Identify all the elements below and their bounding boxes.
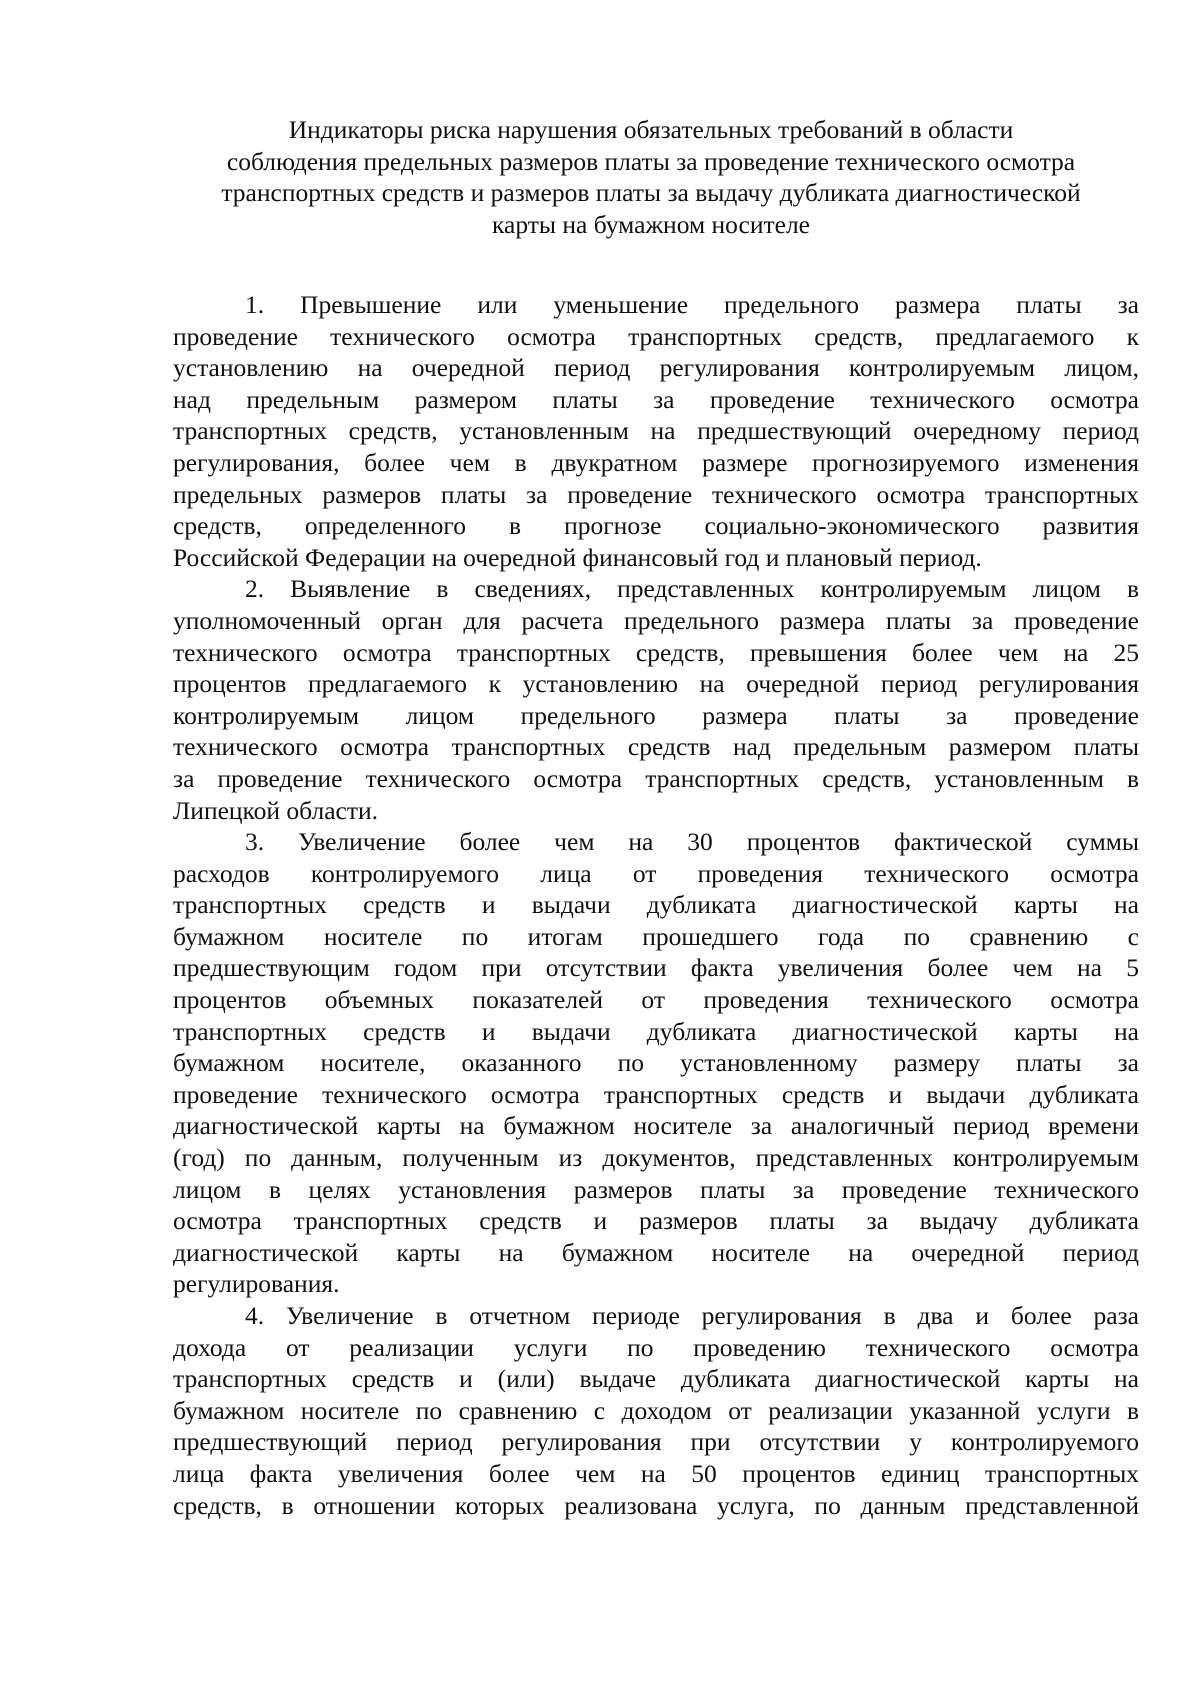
paragraph-line: диагностической карты на бумажном носителе на очередной период [173, 1237, 1139, 1267]
paragraph-line: транспортных средств и (или) выдаче дубликата диагностической карты на [173, 1364, 1139, 1394]
paragraph-line: лица факта увеличения более чем на 50 процентов единиц транспортных [173, 1458, 1139, 1488]
paragraph-3 [173, 826, 1139, 1300]
paragraph-line: предшествующим годом при отсутствии факта увеличения более чем на 5 [173, 953, 1139, 983]
paragraph-4 [173, 1300, 1139, 1521]
paragraph-line: транспортных средств, установленным на предшествующий очередному период [173, 416, 1139, 446]
paragraph-line: осмотра транспортных средств и размеров платы за выдачу дубликата [173, 1206, 1139, 1236]
title-line: транспортных средств и размеров платы за выдачу дубликата диагностической [221, 178, 1081, 207]
paragraph-line: установлению на очередной период регулирования контролируемым лицом, [173, 353, 1139, 383]
paragraph-line: процентов объемных показателей от проведения технического осмотра [173, 985, 1139, 1015]
paragraph-line: технического осмотра транспортных средств над предельным размером платы [173, 732, 1139, 762]
paragraph-line: бумажном носителе по итогам прошедшего года по сравнению с [173, 921, 1139, 951]
paragraph-line: средств, определенного в прогнозе социально-экономического развития [173, 511, 1139, 541]
document-body [173, 289, 1139, 1521]
paragraph-1 [173, 289, 1139, 573]
title-line: соблюдения предельных размеров платы за проведение технического осмотра [226, 146, 1076, 176]
paragraph-line: транспортных средств и выдачи дубликата диагностической карты на [173, 890, 1139, 920]
paragraph-line: лицом в целях установления размеров платы за проведение технического [173, 1174, 1139, 1204]
paragraph-line: за проведение технического осмотра транспортных средств, установленным в [173, 763, 1139, 793]
paragraph-line: предшествующий период регулирования при отсутствии у контролируемого [173, 1427, 1139, 1457]
paragraph-line: Российской Федерации на очередной финансовый год и плановый период. [173, 542, 982, 572]
paragraph-2 [173, 573, 1139, 826]
paragraph-line: 4. Увеличение в отчетном периоде регулирования в два и более раза [245, 1301, 1139, 1330]
paragraph-line: транспортных средств и выдачи дубликата диагностической карты на [173, 1016, 1139, 1046]
paragraph-line: бумажном носителе, оказанного по установленному размеру платы за [173, 1048, 1139, 1078]
paragraph-line: диагностической карты на бумажном носителе за аналогичный период времени [173, 1111, 1139, 1141]
paragraph-line: проведение технического осмотра транспортных средств и выдачи дубликата [173, 1079, 1139, 1109]
paragraph-line: уполномоченный орган для расчета предельного размера платы за проведение [173, 605, 1139, 635]
title-line: Индикаторы риска нарушения обязательных требований в области [288, 115, 1014, 144]
paragraph-line: расходов контролируемого лица от проведения технического осмотра [173, 858, 1139, 888]
paragraph-line: 1. Превышение или уменьшение предельного размера платы за [245, 290, 1139, 319]
paragraph-line: бумажном носителе по сравнению с доходом от реализации указанной услуги в [173, 1395, 1139, 1425]
paragraph-line: контролируемым лицом предельного размера платы за проведение [173, 700, 1139, 730]
paragraph-line: Липецкой области. [173, 795, 379, 825]
paragraph-line: (год) по данным, полученным из документов, представленных контролируемым [173, 1143, 1139, 1173]
paragraph-line: технического осмотра транспортных средств, превышения более чем на 25 [173, 637, 1139, 667]
paragraph-line: регулирования, более чем в двукратном размере прогнозируемого изменения [173, 447, 1139, 477]
paragraph-line: 3. Увеличение более чем на 30 процентов фактической суммы [245, 827, 1139, 857]
paragraph-line: регулирования. [173, 1269, 340, 1299]
title-line: карты на бумажном носителе [492, 209, 810, 239]
paragraph-line: над предельным размером платы за проведение технического осмотра [173, 384, 1139, 414]
paragraph-line: 2. Выявление в сведениях, представленных контролируемым лицом в [245, 574, 1139, 604]
paragraph-line: дохода от реализации услуги по проведению технического осмотра [173, 1332, 1139, 1362]
paragraph-line: предельных размеров платы за проведение технического осмотра транспортных [173, 479, 1139, 509]
paragraph-line: средств, в отношении которых реализована услуга, по данным представленной [173, 1490, 1139, 1520]
document-title [160, 114, 1142, 240]
paragraph-line: процентов предлагаемого к установлению на очередной период регулирования [173, 669, 1139, 699]
paragraph-line: проведение технического осмотра транспортных средств, предлагаемого к [173, 321, 1139, 351]
